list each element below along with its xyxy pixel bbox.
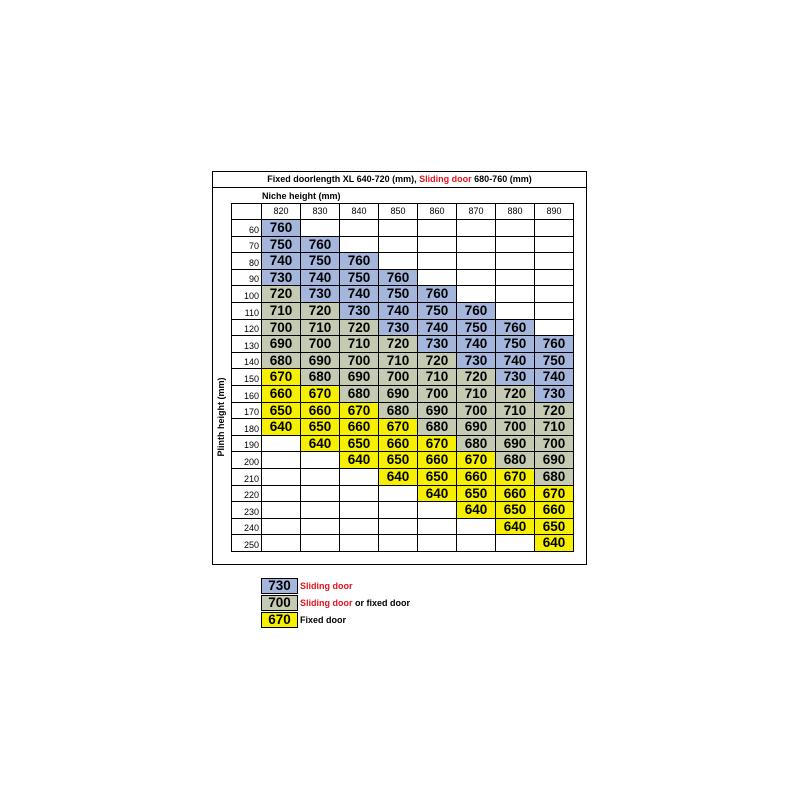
table-cell: 640 [534,534,574,552]
table-cell-empty [417,236,457,253]
row-header: 160 [231,385,262,403]
table-cell-empty [534,219,574,237]
table-cell-empty [378,518,418,535]
table-cell-empty [378,534,418,552]
table-cell: 650 [339,435,379,452]
row-header: 190 [231,435,262,452]
table-cell: 720 [495,385,535,403]
table-cell: 700 [417,385,457,403]
table-cell: 730 [534,385,574,403]
row-header: 250 [231,534,262,552]
column-header: 850 [378,203,418,220]
table-cell: 670 [456,451,496,469]
table-cell-empty [378,252,418,270]
table-cell-empty [495,302,535,320]
row-header: 70 [231,236,262,253]
table-cell: 720 [261,285,301,303]
table-cell: 700 [456,402,496,419]
table-cell: 650 [456,485,496,502]
table-cell: 700 [261,319,301,336]
table-cell: 750 [378,285,418,303]
row-header: 230 [231,501,262,519]
title-part-1: Fixed doorlength XL 640-720 (mm), [267,174,420,184]
table-cell-empty [339,219,379,237]
table-cell: 730 [495,368,535,386]
title-part-3: 680-760 (mm) [471,174,532,184]
table-cell: 740 [339,285,379,303]
page-title [212,171,587,188]
table-cell: 670 [339,402,379,419]
table-cell: 750 [495,335,535,353]
table-cell-empty [339,518,379,535]
table-cell: 660 [339,418,379,436]
table-cell-empty [378,485,418,502]
table-cell: 660 [534,501,574,519]
table-cell: 660 [378,435,418,452]
table-cell-empty [261,534,301,552]
table-cell: 760 [378,269,418,286]
table-cell: 680 [300,368,340,386]
column-header: 830 [300,203,340,220]
row-header: 90 [231,269,262,286]
table-cell-empty [300,518,340,535]
table-cell: 670 [300,385,340,403]
table-cell-empty [495,285,535,303]
table-cell-empty [495,236,535,253]
table-cell: 670 [495,468,535,486]
table-cell-empty [261,435,301,452]
table-cell: 660 [495,485,535,502]
table-cell-empty [534,236,574,253]
table-cell: 680 [378,402,418,419]
table-cell: 640 [261,418,301,436]
legend-label-red: Sliding door [300,598,353,608]
row-header: 140 [231,352,262,369]
table-cell-empty [261,501,301,519]
table-cell: 720 [417,352,457,369]
table-cell: 750 [456,319,496,336]
table-cell: 720 [339,319,379,336]
table-cell: 640 [339,451,379,469]
table-cell-empty [300,451,340,469]
table-cell: 700 [378,368,418,386]
table-cell: 690 [339,368,379,386]
table-cell-empty [495,252,535,270]
table-cell-empty [339,485,379,502]
table-cell: 720 [534,402,574,419]
table-cell-empty [339,501,379,519]
table-cell: 750 [300,252,340,270]
title-sliding-door: Sliding door [419,174,472,184]
table-cell-empty [339,236,379,253]
table-cell: 710 [534,418,574,436]
table-cell: 690 [261,335,301,353]
row-header: 220 [231,485,262,502]
table-cell: 720 [456,368,496,386]
niche-height-label: Niche height (mm) [262,191,341,201]
table-cell-empty [300,501,340,519]
table-cell: 710 [261,302,301,320]
legend-label-red: Sliding door [300,581,353,591]
table-cell: 750 [417,302,457,320]
legend-label [300,598,410,608]
table-cell-empty [300,534,340,552]
table-cell: 640 [300,435,340,452]
table-cell: 690 [378,385,418,403]
table-cell: 730 [300,285,340,303]
table-cell-empty [534,302,574,320]
table-cell: 760 [417,285,457,303]
row-header: 210 [231,468,262,486]
table-cell-empty [534,269,574,286]
table-cell-empty [456,285,496,303]
table-cell: 750 [534,352,574,369]
table-cell: 700 [534,435,574,452]
table-cell-empty [261,451,301,469]
table-cell: 730 [339,302,379,320]
table-cell: 760 [339,252,379,270]
table-cell: 660 [300,402,340,419]
column-header: 890 [534,203,574,220]
table-cell: 690 [456,418,496,436]
table-corner [231,203,262,220]
table-cell-empty [261,468,301,486]
column-header: 840 [339,203,379,220]
legend-swatch: 670 [261,612,298,628]
table-cell: 640 [378,468,418,486]
table-cell: 690 [417,402,457,419]
table-cell: 650 [261,402,301,419]
row-header: 100 [231,285,262,303]
row-header: 170 [231,402,262,419]
column-header: 870 [456,203,496,220]
table-cell: 650 [300,418,340,436]
table-cell: 760 [534,335,574,353]
table-cell: 760 [495,319,535,336]
column-header: 880 [495,203,535,220]
table-cell: 740 [456,335,496,353]
table-cell: 710 [456,385,496,403]
table-cell: 710 [339,335,379,353]
table-cell-empty [300,219,340,237]
legend-label [300,615,346,625]
table-cell: 710 [417,368,457,386]
table-cell: 710 [378,352,418,369]
row-header: 180 [231,418,262,436]
table-cell-empty [300,468,340,486]
table-cell: 680 [339,385,379,403]
table-cell: 670 [417,435,457,452]
table-cell-empty [417,534,457,552]
table-cell: 760 [300,236,340,253]
table-cell: 650 [534,518,574,535]
table-cell: 730 [378,319,418,336]
table-cell: 730 [417,335,457,353]
table-cell: 670 [378,418,418,436]
table-cell-empty [456,252,496,270]
table-cell-empty [417,252,457,270]
table-cell-empty [417,501,457,519]
table-cell-empty [495,219,535,237]
table-cell-empty [495,269,535,286]
table-cell: 740 [300,269,340,286]
table-cell-empty [456,518,496,535]
table-cell-empty [261,485,301,502]
plinth-height-label: Plinth height (mm) [216,377,226,457]
table-cell: 750 [339,269,379,286]
table-cell: 740 [417,319,457,336]
table-cell: 760 [261,219,301,237]
table-cell-empty [378,236,418,253]
legend-label-black: Fixed door [300,615,347,625]
table-cell: 710 [495,402,535,419]
table-cell: 670 [534,485,574,502]
legend-label-black: or fixed door [352,598,411,608]
table-cell: 730 [261,269,301,286]
table-cell-empty [417,518,457,535]
table-cell: 670 [261,368,301,386]
table-cell-empty [417,269,457,286]
table-cell: 640 [495,518,535,535]
row-header: 200 [231,451,262,469]
table-cell-empty [300,485,340,502]
table-cell-empty [339,468,379,486]
column-header: 820 [261,203,301,220]
table-cell-empty [261,518,301,535]
row-header: 80 [231,252,262,270]
table-cell-empty [534,285,574,303]
table-cell: 680 [417,418,457,436]
table-cell-empty [456,219,496,237]
column-header: 860 [417,203,457,220]
table-cell-empty [456,236,496,253]
table-cell: 750 [261,236,301,253]
row-header: 130 [231,335,262,353]
row-header: 110 [231,302,262,320]
table-cell: 680 [456,435,496,452]
table-cell: 740 [495,352,535,369]
table-cell: 760 [456,302,496,320]
table-cell: 720 [300,302,340,320]
table-cell: 700 [339,352,379,369]
table-cell: 740 [534,368,574,386]
table-cell-empty [495,534,535,552]
table-cell: 690 [495,435,535,452]
table-cell: 640 [456,501,496,519]
table-cell: 660 [456,468,496,486]
table-cell: 680 [495,451,535,469]
table-cell: 730 [456,352,496,369]
table-cell: 660 [261,385,301,403]
table-cell-empty [456,534,496,552]
row-header: 240 [231,518,262,535]
table-cell: 740 [261,252,301,270]
legend-swatch: 730 [261,578,298,594]
table-cell: 720 [378,335,418,353]
table-cell: 680 [534,468,574,486]
table-cell: 710 [300,319,340,336]
table-cell-empty [339,534,379,552]
table-cell-empty [534,319,574,336]
table-cell-empty [417,219,457,237]
table-cell: 700 [300,335,340,353]
table-cell: 650 [417,468,457,486]
row-header: 60 [231,219,262,237]
row-header: 120 [231,319,262,336]
table-cell: 660 [417,451,457,469]
legend-swatch: 700 [261,595,298,611]
table-cell: 640 [417,485,457,502]
table-cell: 690 [300,352,340,369]
legend-label [300,581,353,591]
table-cell: 680 [261,352,301,369]
table-cell: 740 [378,302,418,320]
table-cell-empty [378,501,418,519]
table-cell: 700 [495,418,535,436]
row-header: 150 [231,368,262,386]
table-cell-empty [534,252,574,270]
table-cell: 650 [378,451,418,469]
table-cell-empty [456,269,496,286]
table-cell: 650 [495,501,535,519]
table-cell-empty [378,219,418,237]
table-cell: 690 [534,451,574,469]
